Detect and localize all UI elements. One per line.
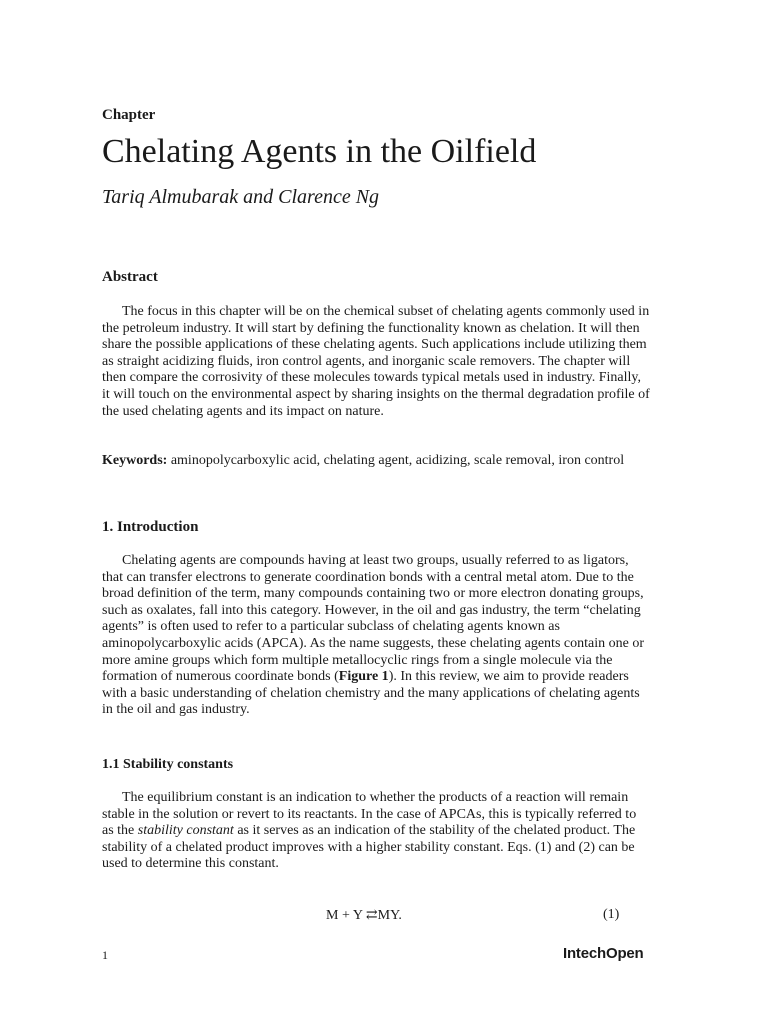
equation-1 [326,907,402,924]
stability-text [102,790,650,873]
equation-rhs: MY. [377,908,402,923]
equation-number: (1) [603,907,620,922]
figure-reference-link[interactable]: Figure 1 [338,669,389,685]
equation-lhs: M + Y [326,908,363,923]
abstract-text: The focus in this chapter will be on the chemical subset of chelating agents commonly used in the petroleum industry. It will start by defining the functionality known as chelation. It will then share the possible applications of these chelating agents. Such applications include utilizing them as straight acidizing fluids, iron control agents, and inorganic scale removers. The chapter will then compare the corrosivity of these molecules towards typical metals used in industry. Finally, it will touch on the environmental aspect by sharing insights on the thermal degradation profile of the used chelating agents and its impact on nature. [102,304,650,419]
keywords-text: aminopolycarboxylic acid, chelating agent, acidizing, scale removal, iron control [170,453,625,468]
keywords [102,453,650,470]
publisher-logo: IntechOpen [563,945,644,962]
chapter-label: Chapter [102,107,156,123]
introduction-text [102,553,650,719]
stability-text-before: The equilibrium constant is an indication to whether the products of a reaction will remain stable in the solution or revert to its reactants. In the case of APCAs, this is typically referred to as the [102,790,637,839]
page-number: 1 [102,948,108,962]
keywords-label: Keywords: [102,453,168,468]
abstract-heading: Abstract [102,269,158,285]
introduction-heading: 1. Introduction [102,519,199,535]
intro-text-before: Chelating agents are compounds having at least two groups, usually referred to as ligators, that can transfer electrons to generate coordination bonds with a central metal atom. Due to the broad definition of the term, many compounds containing two or more electron donating groups, such as oxalates, fall into this category. However, in the oil and gas industry, the term “chelating agents” is often used to refer to a particular subclass of chelating agents known as aminopolycarboxylic acids (APCA). As the name suggests, these chelating agents contain one or more amine groups which form multiple metallocyclic rings from a single molecule via the formation of numerous coordinate bonds ( [102,553,644,685]
intro-text-after: ). In this review, we aim to provide readers with a basic understanding of chelation chemistry and the many applications of chelating agents in the oil and gas industry. [102,669,640,718]
stability-term: stability constant [137,823,234,839]
chapter-title: Chelating Agents in the Oilfield [102,133,537,170]
authors: Tariq Almubarak and Clarence Ng [102,186,380,208]
equilibrium-arrow-icon: ⇄ [365,908,378,923]
stability-text-after: as it serves as an indication of the stability of the chelated product. The stability of a chelated product improves with a higher stability constant. Eqs. (1) and (2) can be used to determine this constant. [102,823,636,872]
stability-heading: 1.1 Stability constants [102,757,234,772]
